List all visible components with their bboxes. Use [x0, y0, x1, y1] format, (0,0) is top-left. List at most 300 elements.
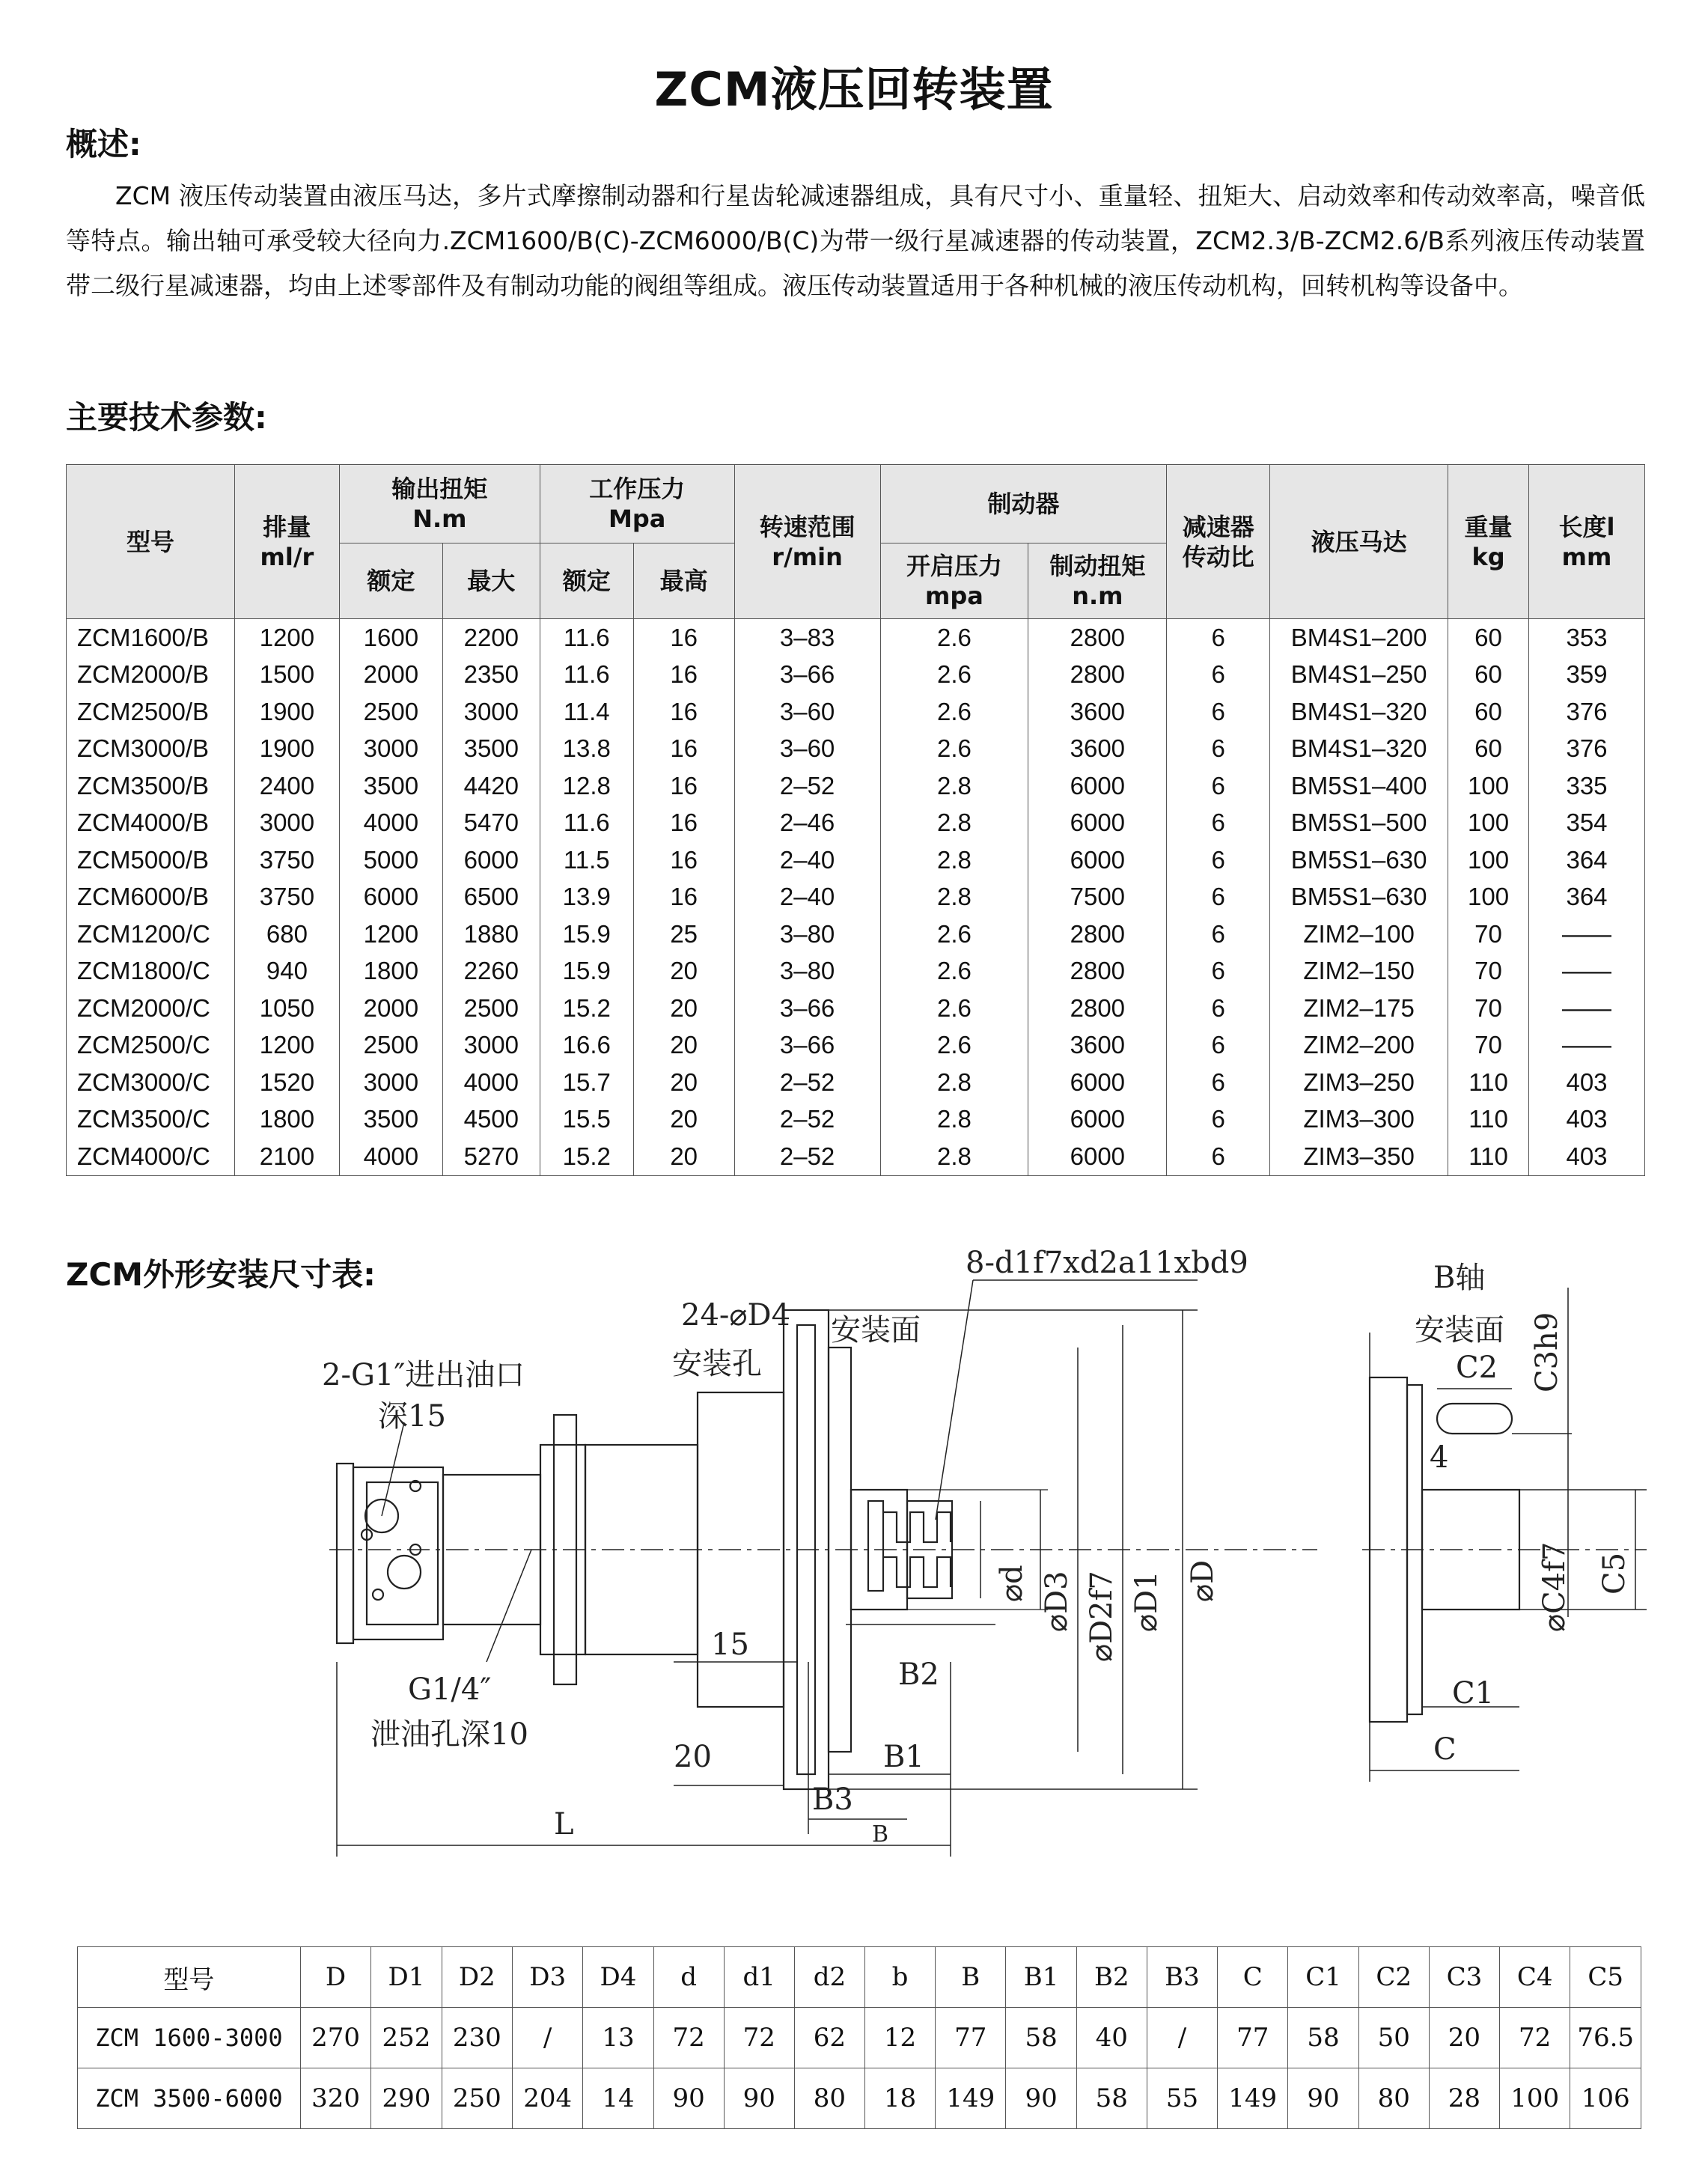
- table-cell: 2–52: [734, 1064, 880, 1101]
- table-cell: ZCM1600/B: [67, 619, 235, 657]
- table-cell: 680: [234, 916, 339, 953]
- table-cell: 6000: [1028, 1064, 1167, 1101]
- dims-header-cell: C: [1218, 1947, 1288, 2008]
- table-cell: 100: [1448, 841, 1529, 879]
- table-cell: 12: [864, 2008, 935, 2068]
- table-cell: 2–40: [734, 879, 880, 916]
- table-cell: 1200: [234, 1027, 339, 1065]
- table-cell: 6: [1167, 1064, 1270, 1101]
- table-cell: 4000: [339, 1138, 442, 1175]
- dims-header-cell: 型号: [78, 1947, 301, 2008]
- table-cell: 353: [1529, 619, 1645, 657]
- table-cell: ZIM3–300: [1270, 1101, 1448, 1139]
- table-cell: 2400: [234, 767, 339, 805]
- table-cell: ZCM 3500-6000: [78, 2068, 301, 2129]
- table-cell: 376: [1529, 693, 1645, 731]
- table-cell: 4000: [339, 805, 442, 842]
- table-cell: 6: [1167, 990, 1270, 1027]
- table-cell: 252: [371, 2008, 442, 2068]
- th-pressure-rated: 额定: [540, 543, 633, 619]
- table-cell: 6: [1167, 841, 1270, 879]
- label-4: 4: [1430, 1440, 1449, 1475]
- table-row: [67, 805, 1645, 842]
- table-cell: ZCM3000/B: [67, 731, 235, 768]
- table-cell: ——: [1529, 953, 1645, 990]
- table-cell: 15.5: [540, 1101, 633, 1139]
- table-cell: 11.6: [540, 805, 633, 842]
- dims-header-cell: D4: [583, 1947, 653, 2008]
- table-cell: 2200: [442, 619, 540, 657]
- table-cell: 3500: [339, 767, 442, 805]
- table-cell: 2.6: [880, 693, 1028, 731]
- table-cell: 6000: [1028, 767, 1167, 805]
- table-cell: 2.6: [880, 916, 1028, 953]
- table-cell: 60: [1448, 619, 1529, 657]
- table-cell: 270: [300, 2008, 370, 2068]
- table-cell: 6: [1167, 1027, 1270, 1065]
- table-cell: ZCM4000/C: [67, 1138, 235, 1175]
- label-mount-hole: 安装孔: [672, 1347, 762, 1381]
- table-cell: 6: [1167, 1138, 1270, 1175]
- table-cell: ZCM3500/B: [67, 767, 235, 805]
- table-cell: 3750: [234, 841, 339, 879]
- dims-header-cell: C5: [1570, 1947, 1641, 2008]
- table-cell: 2.6: [880, 1027, 1028, 1065]
- th-brake-torque: 制动扭矩 n.m: [1028, 543, 1167, 619]
- table-cell: 403: [1529, 1138, 1645, 1175]
- table-cell: ZCM4000/B: [67, 805, 235, 842]
- table-cell: 3–60: [734, 731, 880, 768]
- dims-table-body: [78, 2008, 1641, 2129]
- table-cell: 6: [1167, 731, 1270, 768]
- table-row: [67, 1101, 1645, 1139]
- table-cell: 11.4: [540, 693, 633, 731]
- table-cell: 2.6: [880, 990, 1028, 1027]
- table-cell: 100: [1448, 805, 1529, 842]
- table-cell: 6000: [1028, 1138, 1167, 1175]
- table-cell: 2800: [1028, 953, 1167, 990]
- label-mount-face2: 安装面: [1415, 1313, 1504, 1348]
- table-cell: 58: [1288, 2008, 1358, 2068]
- table-cell: BM4S1–200: [1270, 619, 1448, 657]
- table-cell: 940: [234, 953, 339, 990]
- table-cell: 335: [1529, 767, 1645, 805]
- table-cell: ZCM3500/C: [67, 1101, 235, 1139]
- table-row: [67, 767, 1645, 805]
- table-row: [67, 693, 1645, 731]
- label-port-depth: 深15: [378, 1399, 446, 1434]
- dims-header-cell: d2: [794, 1947, 864, 2008]
- table-cell: 6: [1167, 1101, 1270, 1139]
- label-d3: ⌀D3: [1040, 1571, 1074, 1632]
- spec-table: [66, 464, 1645, 1176]
- th-torque-max: 最大: [442, 543, 540, 619]
- table-cell: 403: [1529, 1064, 1645, 1101]
- table-cell: 100: [1499, 2068, 1570, 2129]
- table-cell: 77: [936, 2008, 1006, 2068]
- table-cell: 2.8: [880, 1138, 1028, 1175]
- table-cell: ZCM2500/B: [67, 693, 235, 731]
- table-cell: 80: [1358, 2068, 1429, 2129]
- table-cell: 6: [1167, 953, 1270, 990]
- overview-heading: 概述:: [66, 126, 141, 162]
- table-cell: 2000: [339, 657, 442, 694]
- table-cell: 16: [633, 841, 734, 879]
- table-cell: ZCM2000/B: [67, 657, 235, 694]
- table-cell: 12.8: [540, 767, 633, 805]
- table-row: [67, 841, 1645, 879]
- dims-header-row: [78, 1947, 1641, 2008]
- table-cell: 6: [1167, 693, 1270, 731]
- label-d: ⌀d: [995, 1565, 1029, 1602]
- table-cell: 2–52: [734, 1101, 880, 1139]
- table-cell: 1600: [339, 619, 442, 657]
- table-cell: 2.6: [880, 953, 1028, 990]
- table-cell: 6: [1167, 805, 1270, 842]
- table-cell: 2000: [339, 990, 442, 1027]
- dims-header-cell: B1: [1006, 1947, 1076, 2008]
- label-b: B: [872, 1821, 889, 1848]
- table-cell: 1800: [339, 953, 442, 990]
- table-cell: 6000: [339, 879, 442, 916]
- table-cell: 3–60: [734, 693, 880, 731]
- table-row: [67, 916, 1645, 953]
- page-title: ZCM液压回转装置: [654, 62, 1054, 117]
- table-cell: 3–66: [734, 1027, 880, 1065]
- th-model: 型号: [67, 465, 235, 619]
- dims-header-cell: D2: [442, 1947, 512, 2008]
- table-cell: 60: [1448, 657, 1529, 694]
- table-cell: 15.9: [540, 916, 633, 953]
- spec-table-body: [67, 619, 1645, 1176]
- table-cell: 16.6: [540, 1027, 633, 1065]
- table-cell: 20: [633, 953, 734, 990]
- table-cell: 58: [1076, 2068, 1147, 2129]
- label-drain: G1/4″: [408, 1672, 492, 1707]
- table-cell: 16: [633, 619, 734, 657]
- table-cell: /: [512, 2008, 582, 2068]
- table-cell: 3750: [234, 879, 339, 916]
- label-D: ⌀D: [1186, 1559, 1220, 1602]
- table-cell: 2350: [442, 657, 540, 694]
- table-cell: 364: [1529, 879, 1645, 916]
- table-cell: 320: [300, 2068, 370, 2129]
- table-cell: 100: [1448, 879, 1529, 916]
- table-cell: 90: [724, 2068, 794, 2129]
- table-cell: ZCM3000/C: [67, 1064, 235, 1101]
- table-cell: 4000: [442, 1064, 540, 1101]
- label-drain-depth: 泄油孔深10: [370, 1717, 528, 1752]
- table-cell: 403: [1529, 1101, 1645, 1139]
- label-b-shaft: B轴: [1433, 1261, 1486, 1295]
- table-cell: 15.2: [540, 1138, 633, 1175]
- table-cell: 20: [633, 1027, 734, 1065]
- table-cell: /: [1147, 2008, 1217, 2068]
- table-row: [78, 2008, 1641, 2068]
- table-cell: 3–80: [734, 953, 880, 990]
- table-cell: 3000: [442, 693, 540, 731]
- table-cell: 11.5: [540, 841, 633, 879]
- table-cell: 58: [1006, 2008, 1076, 2068]
- table-cell: 106: [1570, 2068, 1641, 2129]
- overview-text: ZCM 液压传动装置由液压马达，多片式摩擦制动器和行星齿轮减速器组成，具有尺寸小、重量轻、扭矩大、启动效率和传动效率高，噪音低等特点。输出轴可承受较大径向力.ZCM1600/B(C)-ZCM6000/B(C)为带一级行星减速器的传动装置，ZCM2.3/B-ZCM2.6/B系列液压传动装置带二级行星减速器，均由上述零部件及有制动功能的阀组等组成。液压传动装置适用于各种机械的液压传动机构，回转机构等设备中。: [66, 181, 1645, 300]
- table-cell: ZIM2–175: [1270, 990, 1448, 1027]
- table-cell: 2.6: [880, 731, 1028, 768]
- table-cell: 90: [653, 2068, 724, 2129]
- dims-header-cell: B: [936, 1947, 1006, 2008]
- table-cell: 3000: [339, 1064, 442, 1101]
- table-cell: ZIM2–200: [1270, 1027, 1448, 1065]
- th-ratio: 减速器 传动比: [1167, 465, 1270, 619]
- table-row: [67, 1027, 1645, 1065]
- table-row: [67, 990, 1645, 1027]
- table-cell: 5470: [442, 805, 540, 842]
- table-cell: 2.8: [880, 767, 1028, 805]
- label-b2: B2: [898, 1657, 939, 1692]
- dims-header-cell: B3: [1147, 1947, 1217, 2008]
- table-cell: 364: [1529, 841, 1645, 879]
- label-b1: B1: [883, 1740, 924, 1774]
- table-cell: 3000: [339, 731, 442, 768]
- dimension-table: [77, 1946, 1641, 2129]
- table-cell: 3–66: [734, 657, 880, 694]
- table-cell: 6000: [1028, 841, 1167, 879]
- dims-header-cell: D1: [371, 1947, 442, 2008]
- table-cell: 20: [633, 1101, 734, 1139]
- table-cell: 2500: [442, 990, 540, 1027]
- drawing-heading: ZCM外形安装尺寸表:: [66, 1256, 376, 1293]
- label-l: L: [554, 1807, 574, 1842]
- table-cell: ZCM 1600-3000: [78, 2008, 301, 2068]
- table-cell: 354: [1529, 805, 1645, 842]
- table-cell: 20: [633, 1064, 734, 1101]
- table-cell: 3000: [442, 1027, 540, 1065]
- table-row: [67, 1064, 1645, 1101]
- table-cell: 110: [1448, 1101, 1529, 1139]
- table-cell: 4500: [442, 1101, 540, 1139]
- table-cell: 6: [1167, 879, 1270, 916]
- table-cell: 77: [1218, 2008, 1288, 2068]
- table-cell: ZCM2000/C: [67, 990, 235, 1027]
- label-20: 20: [674, 1740, 712, 1774]
- label-b3: B3: [812, 1782, 853, 1817]
- table-row: [67, 1138, 1645, 1175]
- th-open-pressure: 开启压力 mpa: [880, 543, 1028, 619]
- table-row: [67, 657, 1645, 694]
- table-cell: 3500: [339, 1101, 442, 1139]
- table-cell: ZIM2–100: [1270, 916, 1448, 953]
- table-cell: 110: [1448, 1064, 1529, 1101]
- table-cell: 2800: [1028, 916, 1167, 953]
- table-cell: 6000: [1028, 1101, 1167, 1139]
- table-cell: 70: [1448, 1027, 1529, 1065]
- table-cell: 50: [1358, 2008, 1429, 2068]
- table-cell: 230: [442, 2008, 512, 2068]
- table-cell: 1200: [234, 619, 339, 657]
- table-cell: ZCM2500/C: [67, 1027, 235, 1065]
- table-cell: 60: [1448, 693, 1529, 731]
- table-cell: 13: [583, 2008, 653, 2068]
- table-cell: 25: [633, 916, 734, 953]
- label-c3: C3h9: [1530, 1312, 1564, 1392]
- table-cell: 18: [864, 2068, 935, 2129]
- table-cell: 76.5: [1570, 2008, 1641, 2068]
- table-cell: ——: [1529, 916, 1645, 953]
- table-cell: 2800: [1028, 657, 1167, 694]
- table-cell: 6000: [1028, 805, 1167, 842]
- label-mount-face: 安装面: [831, 1313, 921, 1348]
- th-pressure: 工作压力 Mpa: [540, 465, 734, 543]
- table-cell: 359: [1529, 657, 1645, 694]
- table-cell: BM5S1–400: [1270, 767, 1448, 805]
- table-row: [67, 953, 1645, 990]
- table-cell: 2–52: [734, 1138, 880, 1175]
- table-cell: 55: [1147, 2068, 1217, 2129]
- table-cell: 16: [633, 657, 734, 694]
- table-cell: 2.8: [880, 1064, 1028, 1101]
- table-cell: 13.8: [540, 731, 633, 768]
- table-cell: ZCM1200/C: [67, 916, 235, 953]
- table-cell: 2.8: [880, 805, 1028, 842]
- table-cell: 6: [1167, 657, 1270, 694]
- table-row: [67, 619, 1645, 657]
- table-cell: 3600: [1028, 1027, 1167, 1065]
- table-cell: 72: [653, 2008, 724, 2068]
- table-cell: 72: [724, 2008, 794, 2068]
- table-cell: 3–66: [734, 990, 880, 1027]
- table-cell: 3600: [1028, 731, 1167, 768]
- th-displacement: 排量 ml/r: [234, 465, 339, 619]
- table-row: [78, 2068, 1641, 2129]
- table-cell: 6: [1167, 619, 1270, 657]
- table-cell: 1900: [234, 731, 339, 768]
- table-cell: ZCM6000/B: [67, 879, 235, 916]
- table-cell: 5000: [339, 841, 442, 879]
- table-cell: 149: [936, 2068, 1006, 2129]
- table-cell: BM4S1–320: [1270, 731, 1448, 768]
- table-cell: 16: [633, 767, 734, 805]
- table-cell: 2100: [234, 1138, 339, 1175]
- table-cell: 2–46: [734, 805, 880, 842]
- table-cell: 70: [1448, 916, 1529, 953]
- table-cell: 16: [633, 693, 734, 731]
- table-cell: 15.2: [540, 990, 633, 1027]
- dims-header-cell: C1: [1288, 1947, 1358, 2008]
- label-holes: 24-⌀D4: [681, 1298, 791, 1333]
- table-cell: ——: [1529, 1027, 1645, 1065]
- table-cell: 28: [1429, 2068, 1499, 2129]
- label-d1: ⌀D1: [1129, 1571, 1164, 1632]
- table-cell: 110: [1448, 1138, 1529, 1175]
- table-cell: ZIM3–350: [1270, 1138, 1448, 1175]
- table-cell: 100: [1448, 767, 1529, 805]
- dims-header-cell: d: [653, 1947, 724, 2008]
- table-cell: BM5S1–500: [1270, 805, 1448, 842]
- label-d2: ⌀D2f7: [1085, 1571, 1119, 1662]
- th-pressure-highest: 最高: [633, 543, 734, 619]
- table-cell: 20: [633, 1138, 734, 1175]
- dims-header-cell: D3: [512, 1947, 582, 2008]
- table-cell: 6: [1167, 767, 1270, 805]
- dims-header-cell: C4: [1499, 1947, 1570, 2008]
- table-cell: ZIM2–150: [1270, 953, 1448, 990]
- label-spline: 8-d1f7xd2a11xbd9: [966, 1246, 1248, 1280]
- table-cell: 149: [1218, 2068, 1288, 2129]
- table-cell: 376: [1529, 731, 1645, 768]
- table-cell: 1050: [234, 990, 339, 1027]
- table-cell: 2500: [339, 693, 442, 731]
- table-cell: 13.9: [540, 879, 633, 916]
- table-cell: 5270: [442, 1138, 540, 1175]
- dims-header-cell: d1: [724, 1947, 794, 2008]
- th-weight: 重量 kg: [1448, 465, 1529, 619]
- table-cell: 90: [1288, 2068, 1358, 2129]
- dims-header-cell: b: [864, 1947, 935, 2008]
- table-cell: 7500: [1028, 879, 1167, 916]
- table-row: [67, 731, 1645, 768]
- table-cell: 80: [794, 2068, 864, 2129]
- table-cell: 16: [633, 731, 734, 768]
- table-cell: 4420: [442, 767, 540, 805]
- table-cell: 204: [512, 2068, 582, 2129]
- table-cell: 2.8: [880, 1101, 1028, 1139]
- table-cell: 1500: [234, 657, 339, 694]
- dims-header-cell: C3: [1429, 1947, 1499, 2008]
- dims-header-cell: C2: [1358, 1947, 1429, 2008]
- th-length: 长度l mm: [1529, 465, 1645, 619]
- table-cell: ZCM1800/C: [67, 953, 235, 990]
- table-cell: 2–52: [734, 767, 880, 805]
- table-cell: BM5S1–630: [1270, 841, 1448, 879]
- installation-drawing: [0, 1243, 1708, 1931]
- table-cell: ZIM3–250: [1270, 1064, 1448, 1101]
- table-cell: 2800: [1028, 619, 1167, 657]
- table-cell: 1800: [234, 1101, 339, 1139]
- table-cell: 2260: [442, 953, 540, 990]
- table-cell: 250: [442, 2068, 512, 2129]
- label-port: 2-G1″进出油口: [322, 1358, 525, 1392]
- table-cell: 1520: [234, 1064, 339, 1101]
- table-cell: 2.6: [880, 619, 1028, 657]
- table-cell: 2.8: [880, 879, 1028, 916]
- label-c2: C2: [1456, 1351, 1498, 1385]
- table-cell: 70: [1448, 990, 1529, 1027]
- table-cell: BM4S1–320: [1270, 693, 1448, 731]
- dims-header-cell: D: [300, 1947, 370, 2008]
- table-row: [67, 879, 1645, 916]
- table-cell: 11.6: [540, 657, 633, 694]
- th-torque: 输出扭矩 N.m: [339, 465, 540, 543]
- specs-heading: 主要技术参数:: [66, 399, 267, 436]
- table-cell: 15.7: [540, 1064, 633, 1101]
- table-cell: 60: [1448, 731, 1529, 768]
- th-speed: 转速范围 r/min: [734, 465, 880, 619]
- table-cell: 6: [1167, 916, 1270, 953]
- table-cell: 3500: [442, 731, 540, 768]
- table-cell: 2500: [339, 1027, 442, 1065]
- table-cell: 3–83: [734, 619, 880, 657]
- table-cell: BM4S1–250: [1270, 657, 1448, 694]
- table-cell: 40: [1076, 2008, 1147, 2068]
- table-cell: 16: [633, 805, 734, 842]
- table-cell: 1900: [234, 693, 339, 731]
- table-cell: 1880: [442, 916, 540, 953]
- label-c4: ⌀C4f7: [1537, 1541, 1572, 1632]
- table-cell: 3000: [234, 805, 339, 842]
- table-cell: 11.6: [540, 619, 633, 657]
- table-cell: 16: [633, 879, 734, 916]
- th-brake: 制动器: [880, 465, 1167, 543]
